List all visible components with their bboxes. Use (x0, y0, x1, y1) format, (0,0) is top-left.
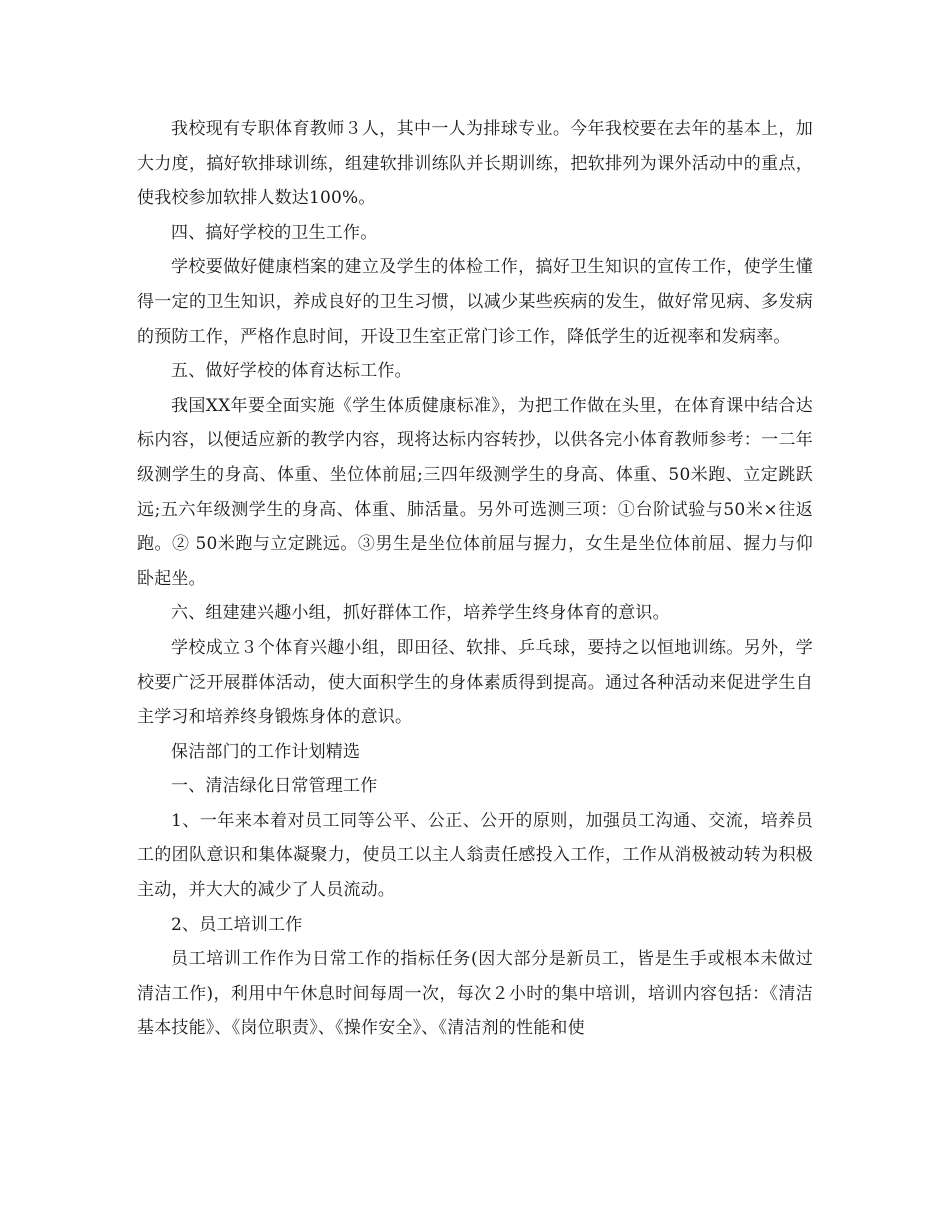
paragraph: 1、一年来本着对员工同等公平、公正、公开的原则，加强员工沟通、交流，培养员工的团队意识和集体凝聚力，使员工以主人翁责任感投入工作，工作从消极被动转为积极主动，并大大的减少了人员流动。 (137, 810, 813, 901)
paragraph: 学校要做好健康档案的建立及学生的体检工作，搞好卫生知识的宣传工作，使学生懂得一定的卫生知识，养成良好的卫生习惯，以减少某些疾病的发生，做好常见病、多发病的预防工作，严格作息时间，开设卫生室正常门诊工作，降低学生的近视率和发病率。 (137, 257, 813, 347)
section-heading: 2、员工培训工作 (171, 914, 303, 935)
article-title: 保洁部门的工作计划精选 (171, 741, 361, 762)
document-body (137, 112, 813, 1046)
section-heading: 四、搞好学校的卫生工作。 (171, 222, 378, 243)
section-heading: 五、做好学校的体育达标工作。 (171, 361, 412, 382)
section-heading: 一、清洁绿化日常管理工作 (171, 776, 378, 797)
paragraph: 员工培训工作作为日常工作的指标任务(因大部分是新员工，皆是生手或根本未做过清洁工作)，利用中午休息时间每周一次，每次２小时的集中培训，培训内容包括：《清洁基本技能》、《岗位职责》、《操作安全》、《清洁剂的性能和使 (137, 949, 813, 1039)
section-heading: 六、组建建兴趣小组，抓好群体工作，培养学生终身体育的意识。 (171, 603, 670, 624)
paragraph: 我国XX年要全面实施《学生体质健康标准》，为把工作做在头里，在体育课中结合达标内容，以便适应新的教学内容，现将达标内容转抄，以供各完小体育教师参考：一二年级测学生的身高、体重、坐位体前屈;三四年级测学生的身高、体重、50米跑、立定跳跃远;五六年级测学生的身高、体重、肺活量。另外可选测三项：①台阶试验与50米×往返跑。② 50米跑与立定跳远。③男生是坐位体前屈与握力，女生是坐位体前屈、握力与仰卧起坐。 (137, 395, 813, 589)
paragraph: 我校现有专职体育教师３人，其中一人为排球专业。今年我校要在去年的基本上，加大力度，搞好软排球训练，组建软排训练队并长期训练，把软排列为课外活动中的重点，使我校参加软排人数达100%。 (137, 119, 813, 209)
paragraph: 学校成立３个体育兴趣小组，即田径、软排、乒乓球，要持之以恒地训练。另外，学校要广泛开展群体活动，使大面积学生的身体素质得到提高。通过各种活动来促进学生自主学习和培养终身锻炼身体的意识。 (137, 637, 813, 728)
